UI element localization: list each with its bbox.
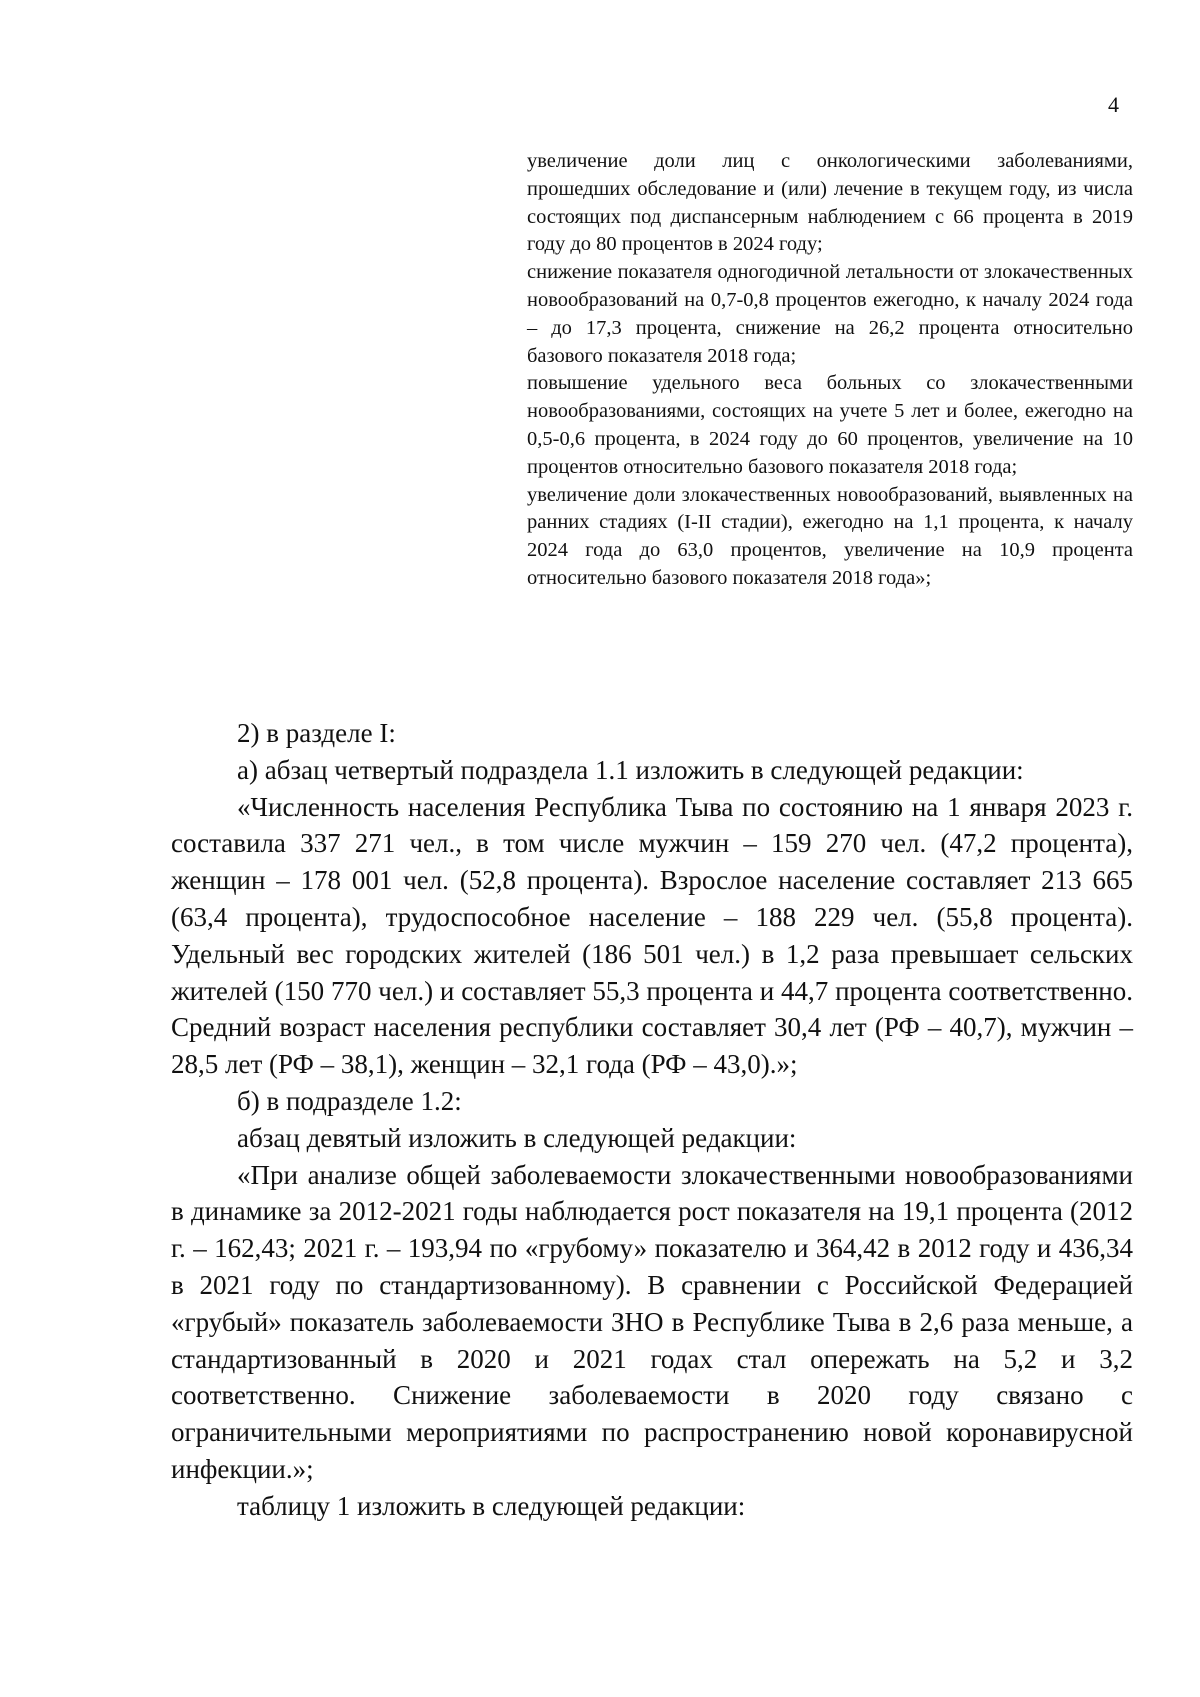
item-a: а) абзац четвертый подраздела 1.1 изложить в следующей редакции:: [237, 754, 1024, 785]
indented-target-list: [527, 148, 1133, 593]
item-b: б) в подразделе 1.2:: [237, 1085, 462, 1116]
quote-incidence: «При анализе общей заболеваемости злокачественными новообразованиями в динамике за 2012-2021 годы наблюдается рост показателя на 19,1 процента (2012 г. – 162,43; 2021 г. – 193,94 по «грубому» показателю и 364,42 в 2012 году и 436,34 в 2021 году по стандартизованному). В сравнении с Российской Федерацией «грубый» показатель заболеваемости ЗНО в Республике Тыва в 2,6 раза меньше, а стандартизованный в 2020 и 2021 годах стал опережать на 5,2 и 3,2 соответственно. Снижение заболеваемости в 2020 году связано с ограничительными мероприятиями по распространению новой коронавирусной инфекции.»;: [171, 1159, 1133, 1484]
document-body: [171, 715, 1133, 1525]
quote-population: «Численность населения Республика Тыва по состоянию на 1 января 2023 г. составила 337 271 чел., в том числе мужчин – 159 270 чел. (47,2 процента), женщин – 178 001 чел. (52,8 процента). Взрослое население составляет 213 665 (63,4 процента), трудоспособное население – 188 229 чел. (55,8 процента). Удельный вес городских жителей (186 501 чел.) в 1,2 раза превышает сельских жителей (150 770 чел.) и составляет 55,3 процента и 44,7 процента соответственно. Средний возраст населения республики составляет 30,4 лет (РФ – 40,7), мужчин – 28,5 лет (РФ – 38,1), женщин – 32,1 года (РФ – 43,0).»;: [171, 791, 1133, 1080]
item-b-sub: абзац девятый изложить в следующей редакции:: [237, 1122, 797, 1153]
list-item: повышение удельного веса больных со злокачественными новообразованиями, состоящих на учете 5 лет и более, ежегодно на 0,5-0,6 процента, в 2024 году до 60 процентов, увеличение на 10 процентов относительно базового показателя 2018 года;: [527, 372, 1133, 478]
section-heading: 2) в разделе I:: [237, 718, 396, 748]
table-intro: таблицу 1 изложить в следующей редакции:: [237, 1490, 746, 1521]
page-number: 4: [1108, 92, 1119, 117]
list-item: увеличение доли злокачественных новообразований, выявленных на ранних стадиях (I-II стадии), ежегодно на 1,1 процента, к началу 2024 года до 63,0 процентов, увеличение на 10,9 процента относительно базового показателя 2018 года»;: [527, 483, 1133, 589]
list-item: снижение показателя одногодичной летальности от злокачественных новообразований на 0,7-0,8 процентов ежегодно, к началу 2024 года – до 17,3 процента, снижение на 26,2 процента относительно базового показателя 2018 года;: [527, 261, 1133, 367]
list-item: увеличение доли лиц с онкологическими заболеваниями, прошедших обследование и (или) лечение в текущем году, из числа состоящих под диспансерным наблюдением с 66 процента в 2019 году до 80 процентов в 2024 году;: [527, 150, 1133, 256]
